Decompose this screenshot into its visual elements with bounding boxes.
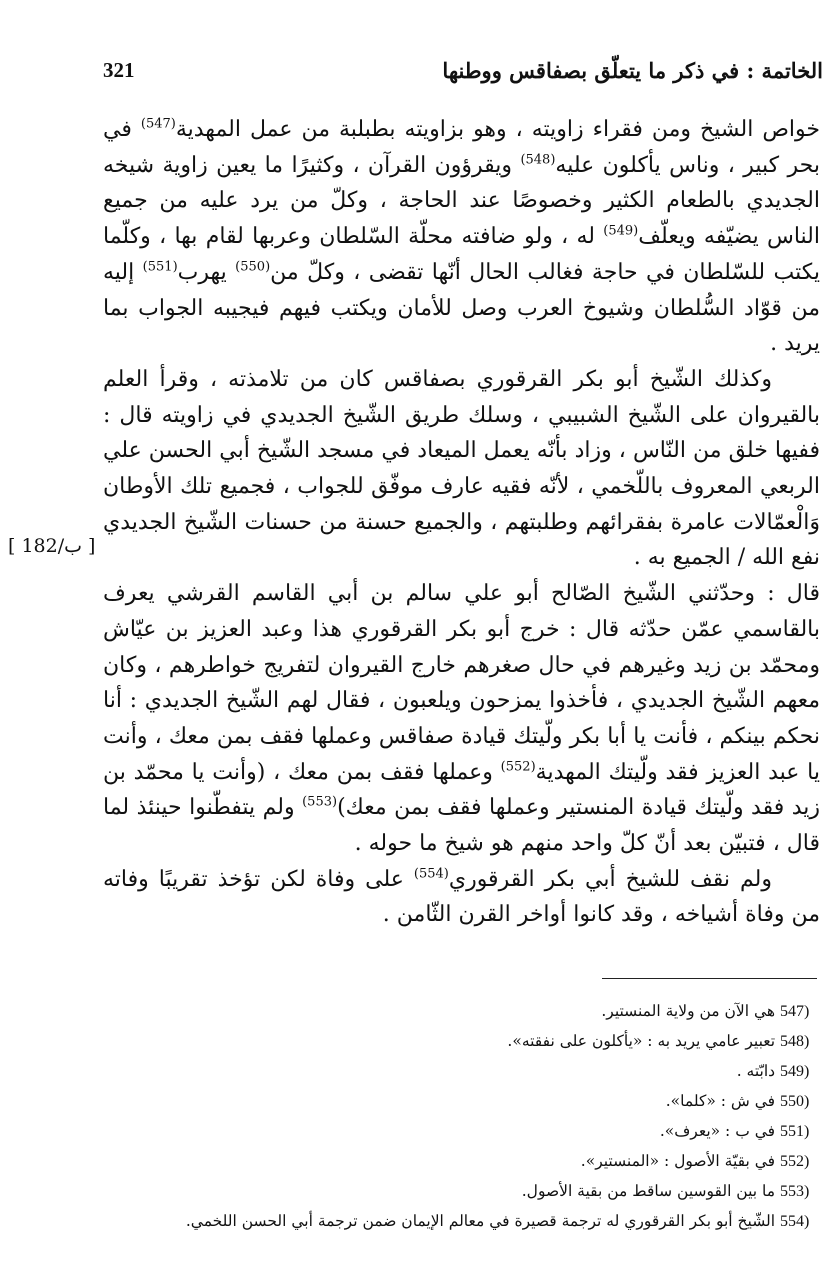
footnote-text: دابّته .	[736, 1062, 776, 1080]
footnote-number: 548)	[780, 1033, 810, 1050]
paragraph	[103, 576, 820, 862]
paragraph	[103, 112, 820, 362]
footnote-text: في بقيّة الأصول : «المنستير».	[580, 1152, 776, 1170]
footnote-text: الشّيخ أبو بكر القرقوري له ترجمة قصيرة في معالم الإيمان ضمن ترجمة أبي الحسن اللخمي.	[185, 1212, 776, 1230]
folio-marker: [ 182/ب ]	[8, 535, 96, 557]
footnote-number: 550)	[780, 1093, 810, 1110]
footnote-text: تعبير عامي يريد به : «يأكلون على نفقته».	[507, 1032, 776, 1050]
page-header	[103, 58, 823, 90]
footnote-ref[interactable]: (551)	[142, 259, 178, 275]
paragraph-text: في بحر كبير ، وناس يأكلون عليه	[103, 117, 820, 178]
footnote-separator	[602, 978, 817, 979]
paragraph-text: وكذلك الشّيخ أبو بكر القرقوري بصفاقس كان من تلامذته ، وقرأ العلم بالقيروان على الشّيخ الشبيبي ، وسلك طريق الشّيخ الجديدي في زاويته قال : ففيها خلق من النّاس ، وزاد بأنّه يعمل الميعاد في مسجد الشّيخ أبي الحسن علي الربعي المعروف باللّخمي ، لأنّه فقيه عارف موفّق للجواب ، فجميع تلك الأوطان وَالْعمّالات عامرة بفقرائهم وطلبتهم ، والجميع حسنة من حسنات الشّيخ الجديدي نفع الله / الجميع به .	[103, 366, 820, 571]
footnote-ref[interactable]: (547)	[140, 116, 176, 132]
paragraph-text: على وفاة لكن تؤخذ تقريبًا وفاته من وفاة أشياخه ، وقد كانوا أواخر القرن الثّامن .	[103, 866, 820, 928]
footnote-text: هي الآن من ولاية المنستير.	[601, 1002, 776, 1020]
footnote-number: 551)	[780, 1123, 810, 1140]
running-title: الخاتمة : في ذكر ما يتعلّق بصفاقس ووطنها	[442, 58, 823, 83]
paragraph-text: ويقرؤون القرآن ، وكثيرًا ما يعين زاوية شيخه الجديدي بالطعام الكثير وخصوصًا عند الحاجة ، وكلّ من يرد عليه من جميع الناس يضيّفه ويعلّف	[103, 152, 820, 250]
main-text	[103, 112, 820, 933]
footnote	[130, 1206, 820, 1236]
footnote	[130, 1086, 820, 1116]
footnote-ref[interactable]: (552)	[500, 759, 536, 775]
footnote	[130, 1146, 820, 1176]
footnote	[130, 1026, 820, 1056]
paragraph	[103, 362, 820, 576]
footnotes	[130, 996, 820, 1236]
footnote-ref[interactable]: (553)	[302, 795, 338, 811]
footnote-number: 553)	[780, 1183, 810, 1200]
footnote	[130, 996, 820, 1026]
paragraph	[103, 862, 820, 933]
footnote	[130, 1116, 820, 1146]
page-number: 321	[103, 58, 135, 82]
footnote-number: 547)	[780, 1003, 810, 1020]
footnote-ref[interactable]: (550)	[235, 259, 271, 275]
footnote-text: في ب : «يعرف».	[659, 1122, 776, 1140]
footnote	[130, 1056, 820, 1086]
paragraph-text: ولم نقف للشيخ أبي بكر القرقوري	[448, 866, 772, 892]
paragraph-text: له ، ولو ضافته محلّة السّلطان وعربها لقام بها ، وكلّما يكتب للسّلطان في حاجة فغالب الحال أنّها تقضى ، وكلّ من	[103, 224, 820, 285]
footnote-ref[interactable]: (554)	[413, 866, 449, 882]
footnote	[130, 1176, 820, 1206]
footnote-number: 552)	[780, 1153, 810, 1170]
footnote-ref[interactable]: (548)	[520, 152, 556, 168]
paragraph-text: يهرب	[177, 259, 236, 285]
footnote-text: ما بين القوسين ساقط من بقية الأصول.	[521, 1182, 776, 1200]
paragraph-text: خواص الشيخ ومن فقراء زاويته ، وهو بزاويته بطبلبة من عمل المهدية	[175, 117, 820, 142]
paragraph-text: ولم يتفطّنوا حينئذ لما قال ، فتبيّن بعد أنّ كلّ واحد منهم هو شيخ ما حوله .	[103, 795, 820, 857]
footnote-number: 554)	[780, 1213, 810, 1230]
paragraph-text: إليه من قوّاد السُّلطان وشيوخ العرب وصل للأمان ويكتب فيهم فيجيبه الجواب بما يريد .	[103, 259, 820, 357]
footnote-number: 549)	[780, 1063, 810, 1080]
footnote-text: في ش : «كلما».	[665, 1092, 776, 1110]
footnote-ref[interactable]: (549)	[603, 223, 639, 239]
paragraph-text: قال : وحدّثني الشّيخ الصّالح أبو علي سالم بن أبي القاسم القرشي يعرف بالقاسمي عمّن حدّثه قال : خرج أبو بكر القرقوري هذا وعبد العزيز بن عيّاش ومحمّد بن زيد وغيرهم في حال صغرهم خارج القيروان لتفريج خواطرهم ، وكان معهم الشّيخ الجديدي ، فأخذوا يمزحون ويلعبون ، فقال لهم الشّيخ الجديدي : أنا نحكم بينكم ، فأنت يا أبا بكر ولّيتك قيادة صفاقس وعملها فقف بمن معك ، وأنت يا عبد العزيز فقد ولّيتك المهدية	[103, 581, 821, 785]
paragraph-text: وعملها فقف بمن معك ، (وأنت يا محمّد بن زيد فقد ولّيتك قيادة المنستير وعملها فقف بمن معك)	[103, 759, 820, 821]
